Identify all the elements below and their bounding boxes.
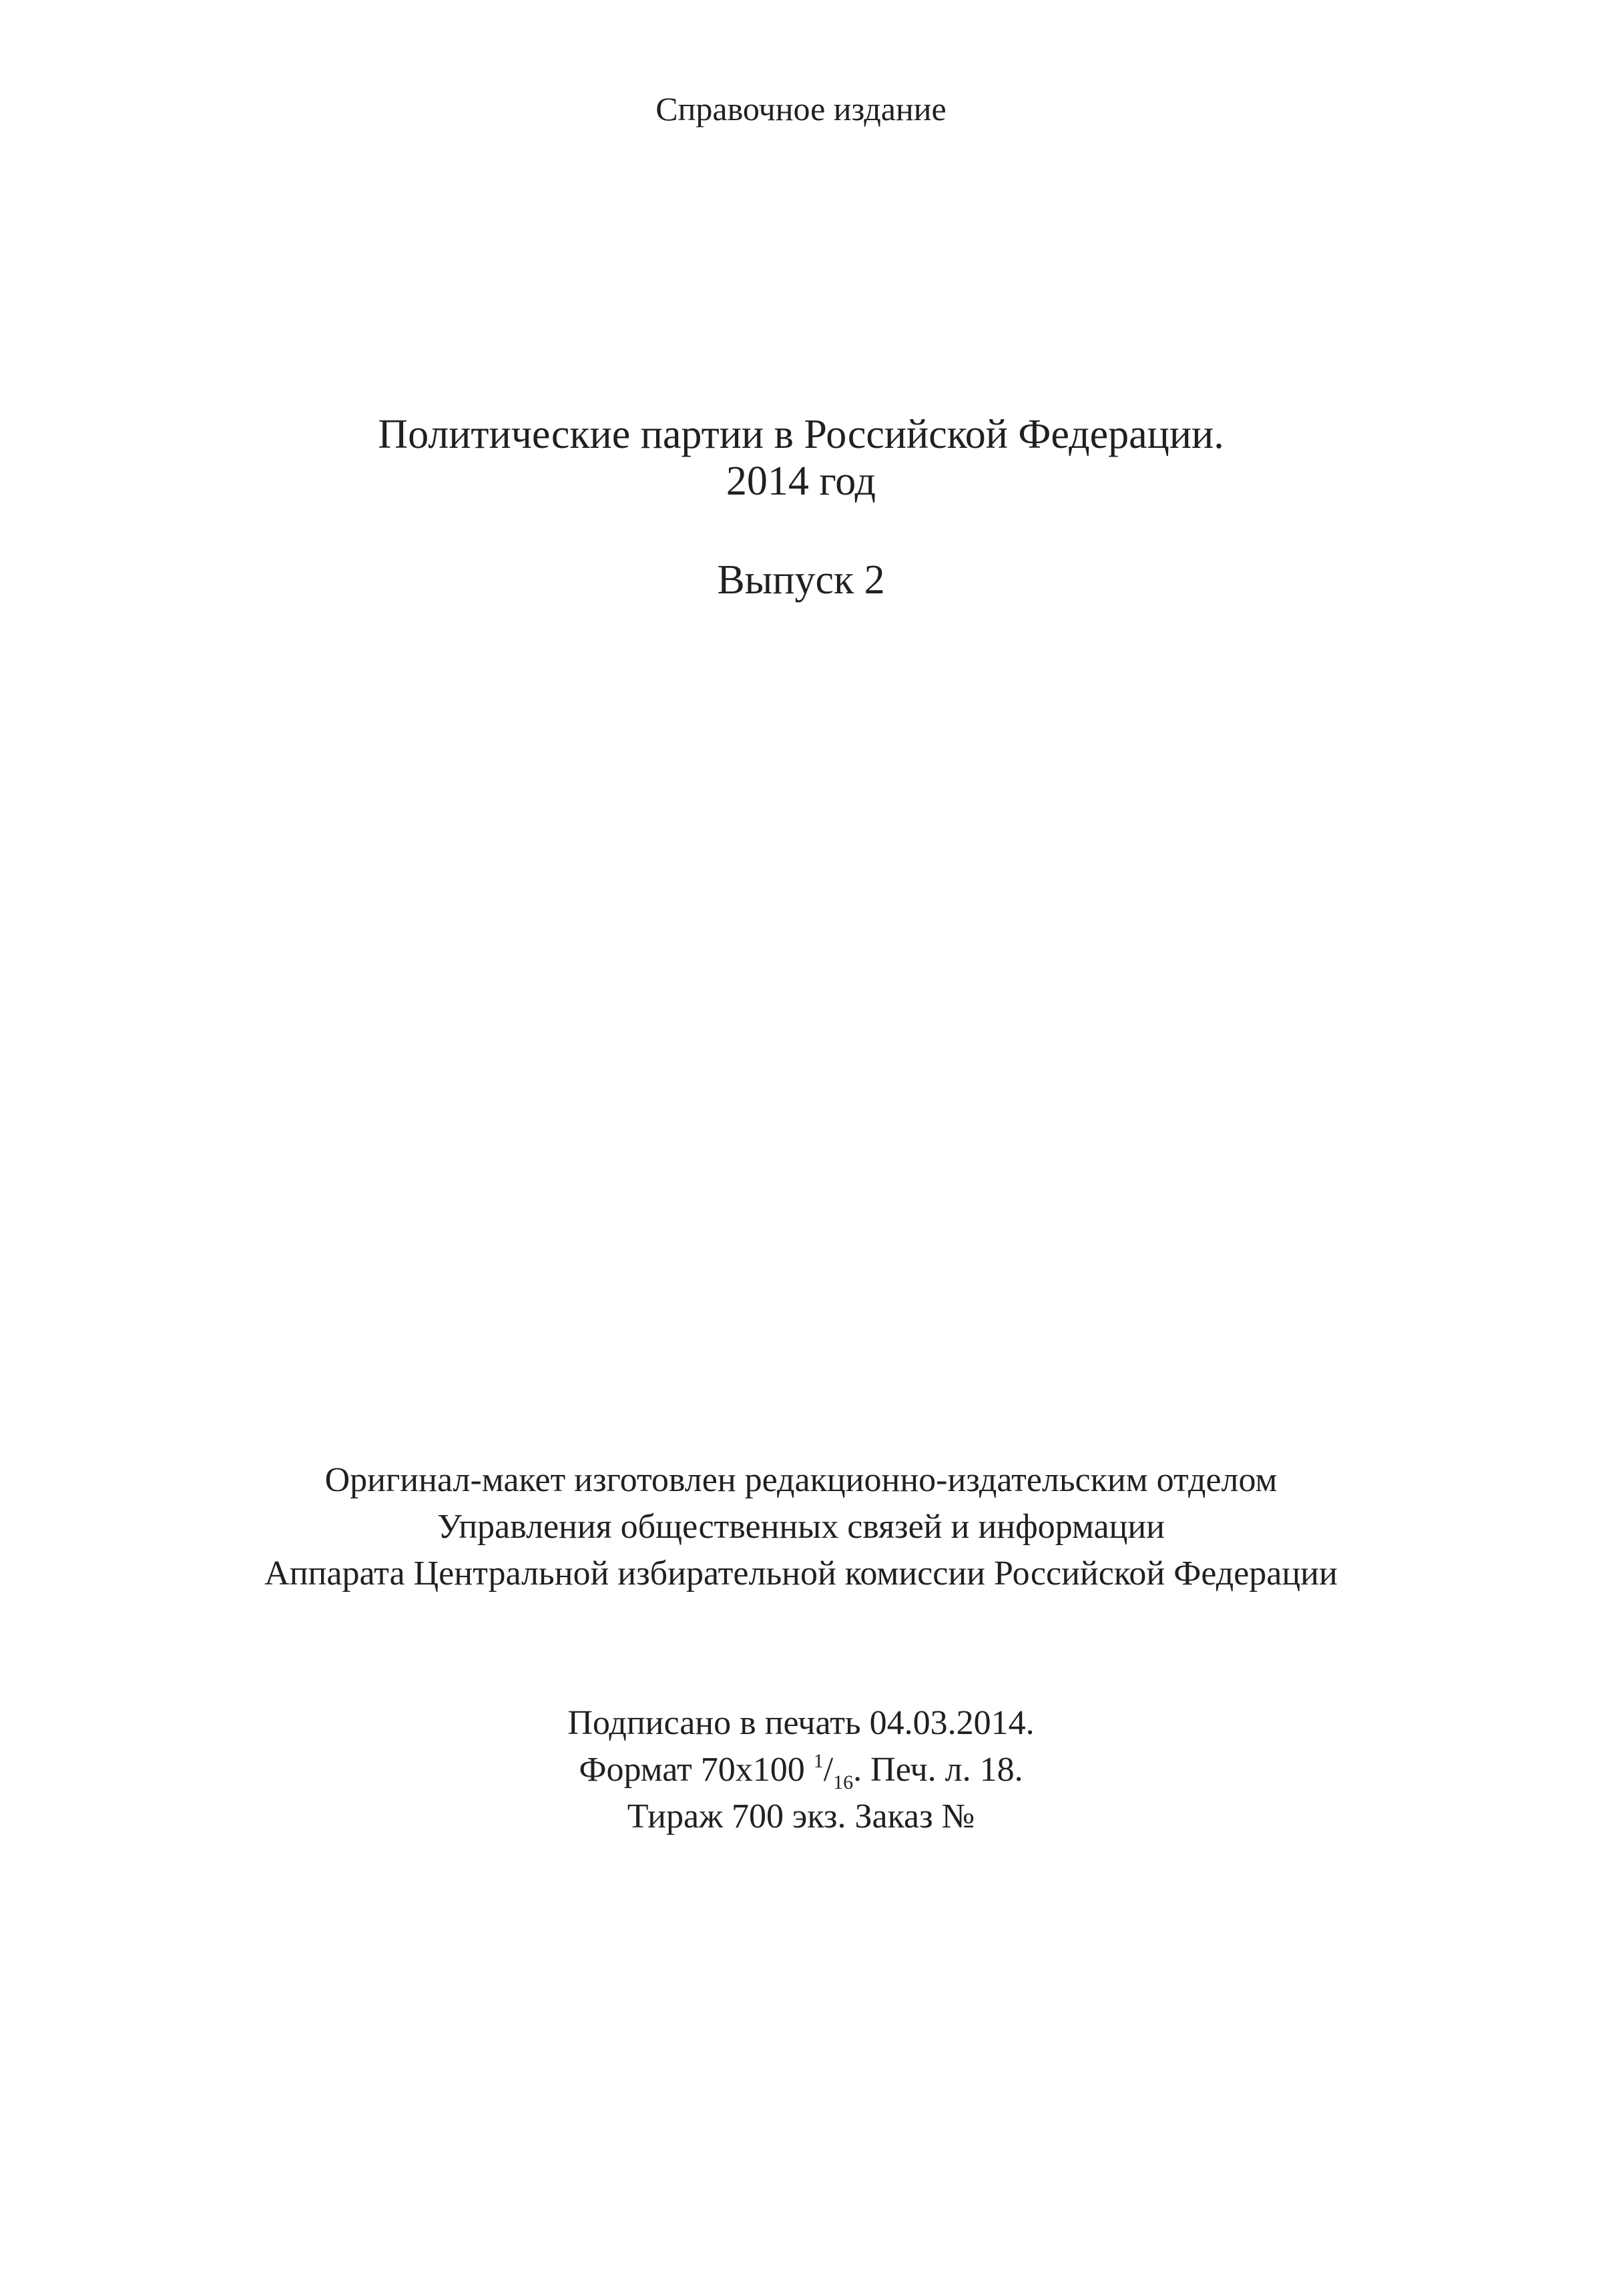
format-prefix: Формат 70х100	[579, 1751, 814, 1789]
issue-number: Выпуск 2	[717, 557, 885, 603]
format-numerator: 1	[813, 1750, 824, 1772]
layout-credit-line1: Оригинал-макет изготовлен редакционно-издательским отделом	[324, 1461, 1278, 1499]
format-denominator: 16	[833, 1771, 854, 1793]
format-suffix: . Печ. л. 18.	[853, 1751, 1023, 1789]
print-format	[0, 1750, 1602, 1793]
layout-credit-line2: Управления общественных связей и информации	[437, 1508, 1165, 1546]
layout-credit-line3: Аппарата Центральной избирательной комиссии Российской Федерации	[264, 1554, 1338, 1593]
print-circulation: Тираж 700 экз. Заказ №	[627, 1797, 975, 1835]
edition-type: Справочное издание	[655, 90, 947, 127]
publication-title-line2: 2014 год	[726, 459, 876, 504]
publication-title-line1: Политические партии в Российской Федерации.	[378, 412, 1224, 457]
format-slash: /	[823, 1751, 834, 1789]
print-signed-date: Подписано в печать 04.03.2014.	[567, 1704, 1035, 1742]
